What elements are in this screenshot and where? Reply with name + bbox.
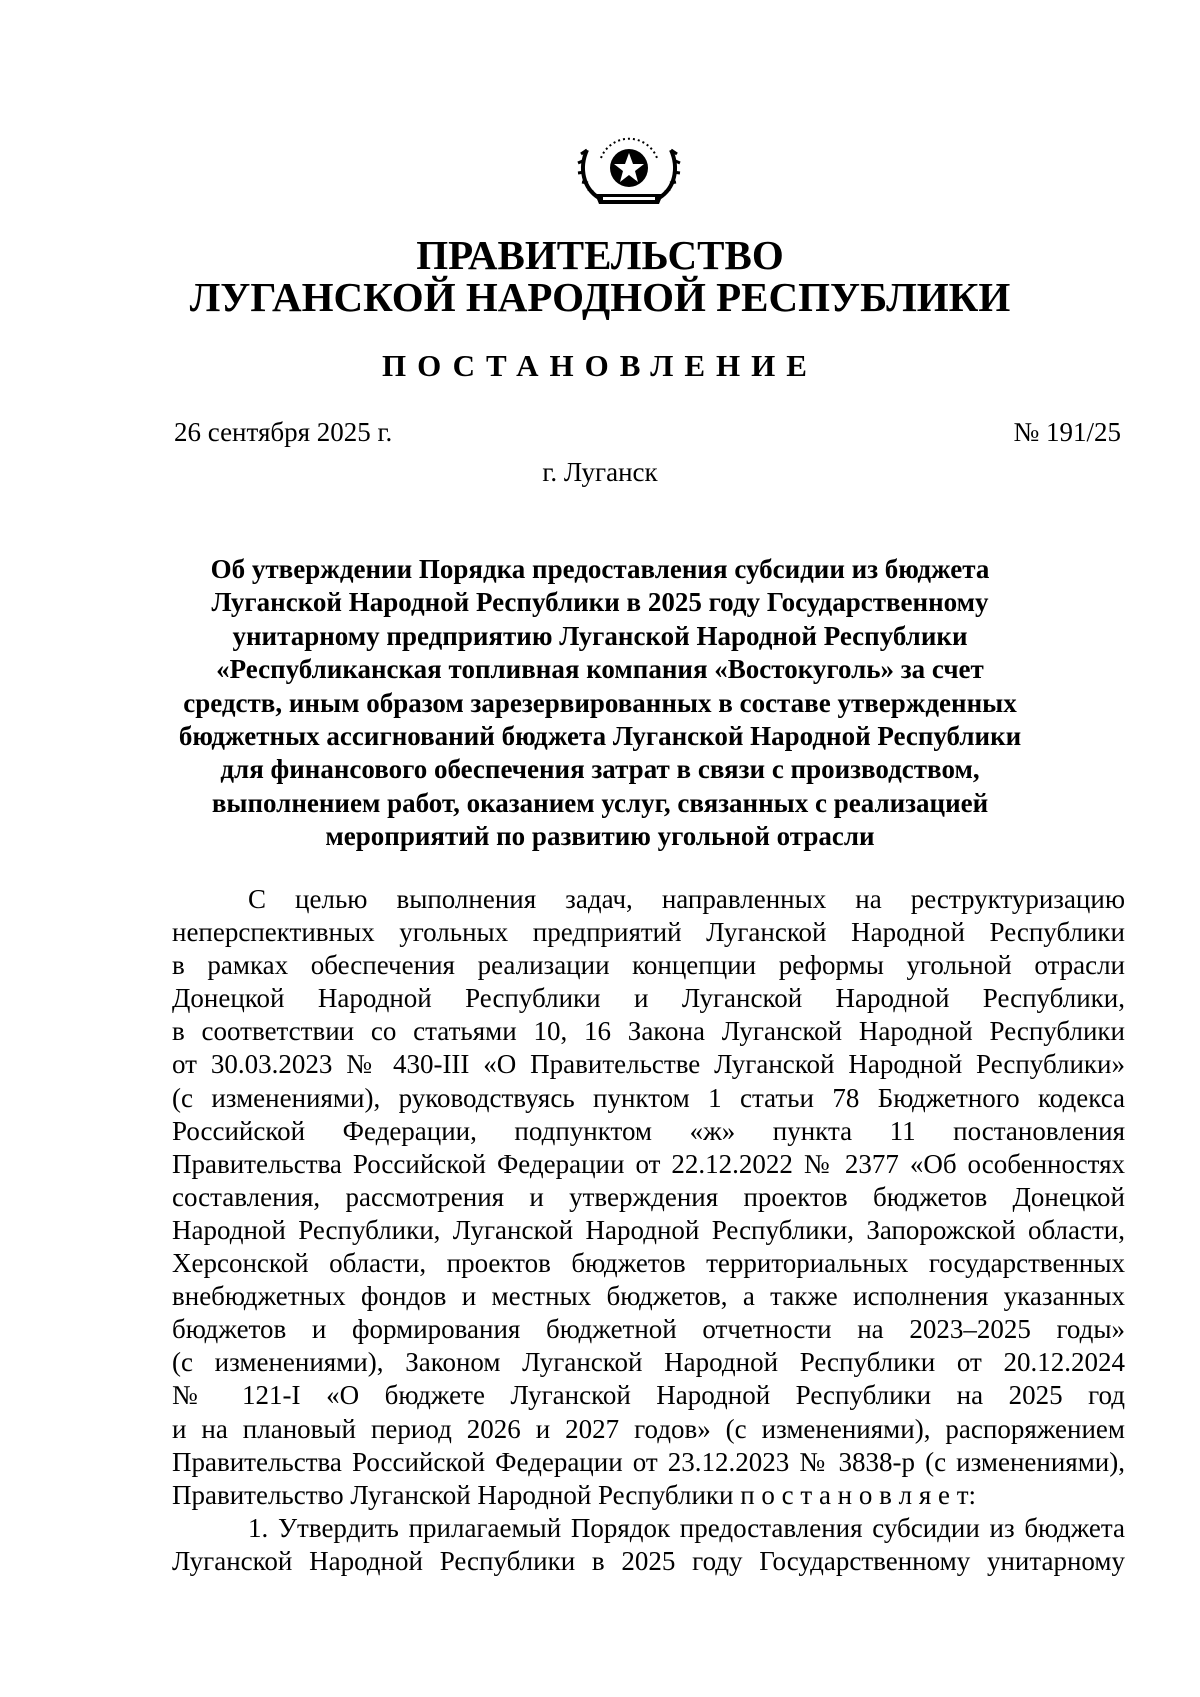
- body-line: бюджетов и формирования бюджетной отчетности на 2023–2025 годы»: [172, 1314, 1125, 1345]
- document-date: 26 сентября 2025 г.: [174, 417, 393, 447]
- document-title: [150, 553, 1050, 854]
- body-line: Российской Федерации, подпунктом «ж» пункта 11 постановления: [172, 1115, 1125, 1146]
- body-line: неперспективных угольных предприятий Луганской Народной Республики: [172, 917, 1125, 948]
- title-line: Луганской Народной Республики в 2025 году Государственному: [211, 587, 989, 618]
- body-line: (с изменениями), руководствуясь пунктом 1 статьи 78 Бюджетного кодекса: [172, 1082, 1125, 1113]
- coat-of-arms-icon: [573, 128, 685, 210]
- body-line: составления, рассмотрения и утверждения проектов бюджетов Донецкой: [172, 1181, 1125, 1212]
- body-line: в соответствии со статьями 10, 16 Закона Луганской Народной Республики: [172, 1016, 1125, 1047]
- government-name-line2: ЛУГАНСКОЙ НАРОДНОЙ РЕСПУБЛИКИ: [189, 274, 1011, 320]
- body-line: Донецкой Народной Республики и Луганской Народной Республики,: [172, 983, 1125, 1014]
- title-line: выполнением работ, оказанием услуг, связанных с реализацией: [211, 787, 989, 818]
- title-line: унитарному предприятию Луганской Народной Республики: [232, 620, 968, 651]
- document-type: ПОСТАНОВЛЕНИЕ: [382, 348, 818, 383]
- body-line: и на плановый период 2026 и 2027 годов» (с изменениями), распоряжением: [172, 1413, 1125, 1444]
- body-line: Народной Республики, Луганской Народной Республики, Запорожской области,: [172, 1214, 1125, 1245]
- body-line: Луганской Народной Республики в 2025 году Государственному унитарному: [172, 1545, 1125, 1576]
- body-line: С целью выполнения задач, направленных на реструктуризацию: [248, 884, 1125, 914]
- body-line: Правительство Луганской Народной Республики п о с т а н о в л я е т:: [172, 1479, 977, 1510]
- title-line: «Республиканская топливная компания «Востокуголь» за счет: [216, 654, 984, 685]
- document-number: № 191/25: [1013, 417, 1121, 447]
- government-name-line1: ПРАВИТЕЛЬСТВО: [416, 232, 784, 278]
- body-line: Правительства Российской Федерации от 23.12.2023 № 3838-р (с изменениями),: [172, 1446, 1125, 1477]
- document-body: [172, 883, 1125, 1578]
- body-line: Херсонской области, проектов бюджетов территориальных государственных: [172, 1248, 1125, 1279]
- title-line: средств, иным образом зарезервированных в составе утвержденных: [183, 687, 1017, 718]
- body-line: (с изменениями), Законом Луганской Народной Республики от 20.12.2024: [172, 1347, 1125, 1378]
- title-line: бюджетных ассигнований бюджета Луганской Народной Республики: [178, 721, 1022, 752]
- body-line: в рамках обеспечения реализации концепции реформы угольной отрасли: [172, 950, 1125, 981]
- body-line: № 121-I «О бюджете Луганской Народной Республики на 2025 год: [172, 1380, 1125, 1411]
- body-line: 1. Утвердить прилагаемый Порядок предоставления субсидии из бюджета: [248, 1512, 1125, 1543]
- title-line: для финансового обеспечения затрат в связи с производством,: [220, 754, 980, 785]
- title-line: мероприятий по развитию угольной отрасли: [325, 821, 875, 852]
- body-line: Правительства Российской Федерации от 22.12.2022 № 2377 «Об особенностях: [172, 1148, 1125, 1179]
- document-city: г. Луганск: [542, 457, 658, 487]
- body-line: внебюджетных фондов и местных бюджетов, а также исполнения указанных: [172, 1281, 1125, 1312]
- body-line: от 30.03.2023 № 430-III «О Правительстве Луганской Народной Республики»: [172, 1049, 1125, 1080]
- title-line: Об утверждении Порядка предоставления субсидии из бюджета: [210, 554, 990, 584]
